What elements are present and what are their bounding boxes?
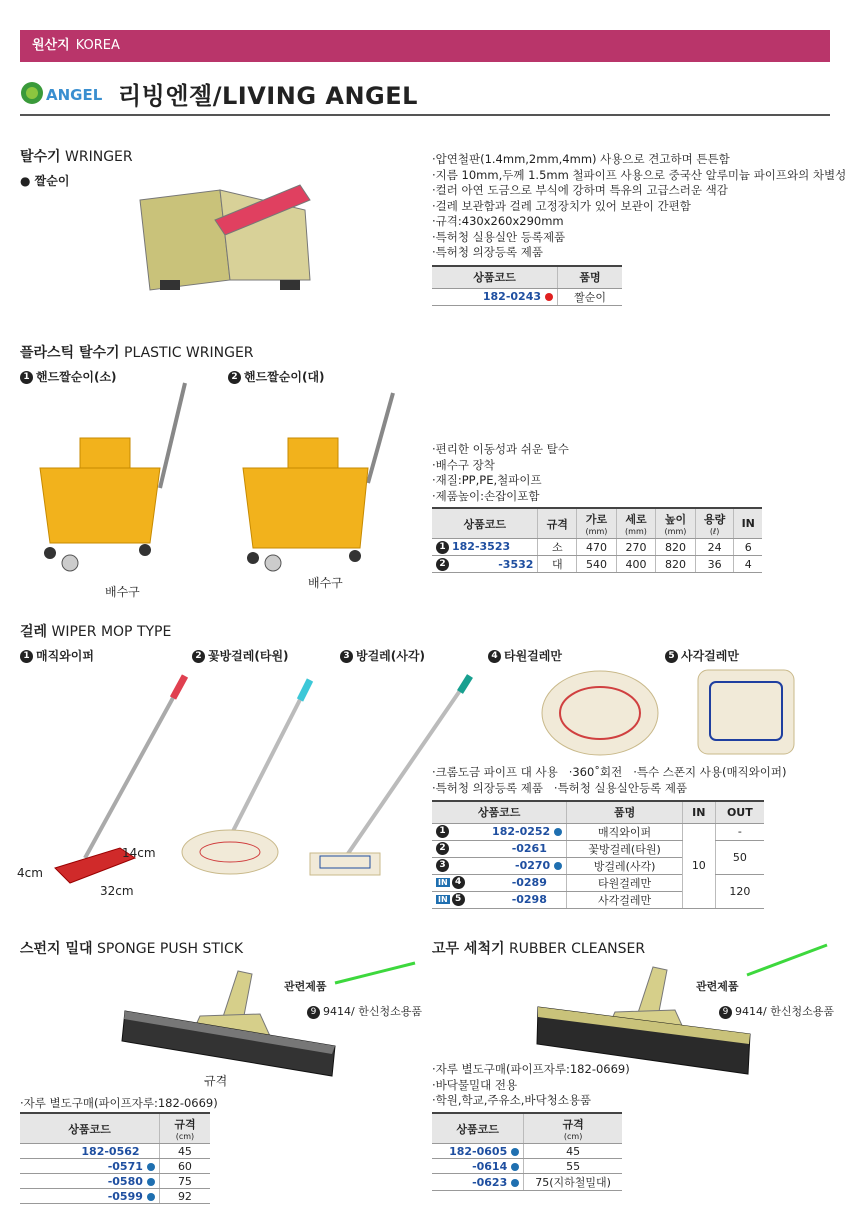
product-code: -0270 [515,859,551,872]
rubber-bullets [432,1062,630,1109]
col-header: 상품코드 [432,508,538,539]
mop-item-5: 5 사각걸레만 [665,647,739,664]
depth-cell: 270 [616,539,656,556]
table-row [20,1174,210,1189]
related-text: / 한신청소용품 [763,1005,834,1018]
mop-bullet: ·특수 스폰지 사용(매직와이퍼) [633,765,787,779]
table-row [432,539,762,556]
row-number: 1 [436,825,449,838]
table-row [20,1144,210,1159]
col-header: 세로 [625,513,647,526]
wringer-bullet: ·지름 10mm,두께 1.5mm 철파이프 사용으로 중국산 알루미늄 파이프와의 차별성 [432,167,847,182]
col-header: 품명 [558,266,622,288]
col-header: IN [734,508,762,539]
wringer-table [432,265,622,306]
rubber-table [432,1112,622,1191]
capacity-cell: 36 [695,556,734,573]
wringer-image [130,180,330,310]
size-cell: 75(지하철밀대) [524,1174,622,1191]
wringer-title-kr: 탈수기 [20,149,61,165]
sponge-related-ref: 9 9414/ 한신청소용품 [307,1003,422,1019]
width-cell: 470 [577,539,617,556]
product-code: -0298 [511,892,547,906]
product-code: -0571 [107,1159,143,1173]
square-mop-pad-image [696,668,796,756]
unit-label: (mm) [664,527,687,536]
row-number: 1 [436,541,449,554]
mop-table [432,800,764,909]
blue-dot-icon [147,1163,155,1171]
blue-dot-icon [554,862,562,870]
sponge-width-label: 규격 [204,1074,228,1088]
product-code: -0261 [511,842,547,855]
rubber-bullet: ·자루 별도구매(파이프자루:182-0669) [432,1062,630,1076]
table-row [432,556,762,573]
rubber-title-kr: 고무 세척기 [432,941,505,957]
product-name: 꽃방걸레(타원) [567,840,683,857]
mop-bullet: ·360˚회전 [568,765,623,779]
product-code: 182-0243 [482,290,542,303]
wringer-bullets [432,152,846,261]
col-header: 규격 [174,1118,196,1131]
col-header: 상품코드 [20,1113,159,1144]
product-code: -0289 [511,875,547,889]
table-row [432,1144,622,1159]
svg-text:ANGEL: ANGEL [46,86,103,104]
plastic-bullet: ·배수구 장착 [432,457,495,472]
table-row [20,1189,210,1204]
plastic-bullets [432,442,569,504]
height-cell: 820 [656,539,696,556]
rubber-section-title [432,938,645,958]
plastic-bullet: ·제품높이:손잡이포함 [432,488,540,503]
in-cell: 6 [734,539,762,556]
mop-title-en: WIPER MOP TYPE [51,624,172,640]
product-code: 182-0605 [449,1144,508,1158]
product-code: -0580 [107,1174,143,1188]
in-value: 10 [682,823,715,908]
brand-header [20,72,830,116]
plastic-item-2-label: 핸드짤순이(대) [244,370,325,384]
product-name: 타원걸레만 [567,874,683,891]
plastic-bullet: ·편리한 이동성과 쉬운 탈수 [432,442,569,456]
rubber-related-label: 관련제품 [696,980,739,993]
unit-label: (mm) [625,527,647,536]
product-name: 방걸레(사각) [567,857,683,874]
unit-label: (cm) [563,1132,583,1141]
sponge-related-label: 관련제품 [284,980,327,993]
plastic-title-kr: 플라스틱 탈수기 [20,345,120,361]
origin-value: KOREA [75,38,120,53]
wringer-bullet: ·특허청 의장등록 제품 [432,245,543,259]
oval-mop-image [180,672,320,882]
related-code: 9414 [323,1005,351,1018]
col-header: 규격 [562,1118,584,1131]
col-header: 용량 [703,513,726,526]
living-angel-logo [20,78,110,108]
mop-bullet: ·크롬도금 파이프 대 사용 [432,765,558,779]
row-number: 2 [436,558,449,571]
wringer-bullet: ·압연철판(1.4mm,2mm,4mm) 사용으로 견고하며 튼튼함 [432,152,730,166]
mop-item-label: 방걸레(사각) [356,649,425,663]
product-code: 182-0252 [492,825,551,838]
product-code: -0614 [472,1159,508,1173]
mop-item-label: 꽃방걸레(타원) [208,649,289,663]
blue-dot-icon [511,1179,519,1187]
row-number: 2 [436,842,449,855]
in-badge: IN [438,895,448,905]
product-code: -0623 [472,1175,508,1189]
wringer-bullet: ·특허청 실용실안 등록제품 [432,229,566,244]
mop-item-1: 1 매직와이퍼 [20,647,94,664]
product-code: 182-0562 [81,1144,140,1158]
related-code: 9414 [735,1005,763,1018]
col-header: 높이 [664,513,687,526]
dim-side: 4cm [17,866,43,880]
size-cell: 60 [159,1159,210,1174]
col-header: 품명 [567,801,683,823]
mop-item-3: 3 방걸레(사각) [340,647,425,664]
mop-section-title [20,621,171,641]
in-badge: IN [438,878,448,888]
unit-label: (cm) [175,1132,195,1141]
oval-mop-pad-image [540,668,660,758]
col-header: 가로 [585,513,608,526]
plastic-item-1-label: 핸드짤순이(소) [36,370,117,384]
rubber-bullet: ·바닥물밀대 전용 [432,1077,518,1092]
table-row [432,1174,622,1191]
depth-cell: 400 [616,556,656,573]
mop-item-4: 4 타원걸레만 [488,647,562,664]
capacity-cell: 24 [695,539,734,556]
product-name: 매직와이퍼 [567,823,683,840]
magic-wiper-image [40,668,200,893]
dim-width: 32cm [100,884,134,898]
brand-title: 리빙엔젤/LIVING ANGEL [118,82,418,110]
product-code: 182-3523 [452,540,511,554]
sponge-title-kr: 스펀지 밀대 [20,941,93,957]
size-cell: 소 [538,539,577,556]
table-row [432,874,764,891]
size-cell: 75 [159,1174,210,1189]
wringer-bullet: ·컬러 아연 도금으로 부식에 강하며 특유의 고급스러운 색감 [432,183,728,197]
out-value: - [715,823,764,840]
table-row [432,1159,622,1174]
mop-item-label: 매직와이퍼 [36,649,94,663]
width-cell: 540 [577,556,617,573]
origin-bar [20,30,830,62]
red-dot-icon [545,293,553,301]
plastic-section-title [20,342,254,362]
size-cell: 45 [159,1144,210,1159]
plastic-item-2: 2 핸드짤순이(대) [228,368,325,385]
dim-height: 14cm [122,846,156,860]
size-cell: 92 [159,1189,210,1204]
origin-label: 원산지 [32,38,70,53]
wringer-section-title [20,146,133,166]
col-header: 규격 [538,508,577,539]
size-cell: 45 [524,1144,622,1159]
col-header: OUT [715,801,764,823]
col-header: 상품코드 [432,266,558,288]
col-header: IN [682,801,715,823]
plastic-table [432,507,762,573]
blue-dot-icon [147,1178,155,1186]
mop-bullets [432,765,832,796]
blue-dot-icon [554,828,562,836]
blue-dot-icon [511,1163,519,1171]
mop-title-kr: 걸레 [20,624,48,640]
table-row [20,1159,210,1174]
drain-label-2: 배수구 [308,576,343,590]
related-stick-icon [330,958,420,988]
height-cell: 820 [656,556,696,573]
col-header: 상품코드 [432,1113,524,1144]
wringer-bullet: ·규격:430x260x290mm [432,214,564,228]
in-cell: 4 [734,556,762,573]
mop-bullet: ·특허청 의장등록 제품 [432,780,543,795]
plastic-item-1: 1 핸드짤순이(소) [20,368,117,385]
table-row [432,840,764,857]
wringer-title-en: WRINGER [65,149,133,165]
rubber-title-en: RUBBER CLEANSER [508,941,646,957]
unit-label: (ℓ) [709,527,720,536]
blue-dot-icon [511,1148,519,1156]
sponge-bullet: ·자루 별도구매(파이프자루:182-0669) [20,1096,218,1110]
sponge-table [20,1112,210,1204]
rubber-bullet: ·학원,학교,주유소,바닥청소용품 [432,1093,592,1107]
product-name: 사각걸레만 [567,891,683,908]
related-text: / 한신청소용품 [351,1005,422,1018]
small-bucket-image [30,378,200,578]
product-code: -0599 [107,1189,143,1203]
row-number: 5 [452,893,465,906]
rubber-related-ref: 9 9414/ 한신청소용품 [719,1003,834,1019]
product-code: -3532 [498,557,534,571]
row-number: 3 [436,859,449,872]
unit-label: (mm) [585,527,608,536]
blue-dot-icon [147,1193,155,1201]
large-bucket-image [238,388,408,578]
col-header: 상품코드 [432,801,567,823]
out-value: 120 [715,874,764,908]
wringer-item-label: ● 짤순이 [20,174,70,188]
plastic-bullet: ·재질:PP,PE,철파이프 [432,473,542,487]
drain-label-1: 배수구 [105,585,140,599]
mop-item-label: 타원걸레만 [504,649,562,663]
sponge-section-title [20,938,243,958]
out-value: 50 [715,840,764,874]
size-cell: 55 [524,1159,622,1174]
sponge-title-en: SPONGE PUSH STICK [96,941,243,957]
plastic-title-en: PLASTIC WRINGER [124,345,254,361]
table-row [432,288,622,305]
mop-item-2: 2 꽃방걸레(타원) [192,647,289,664]
size-cell: 대 [538,556,577,573]
product-name: 짤순이 [558,288,622,305]
related-stick-icon [742,940,832,980]
row-number: 4 [452,876,465,889]
wringer-bullet: ·걸레 보관함과 걸레 고정장치가 있어 보관이 간편함 [432,198,691,213]
mop-item-label: 사각걸레만 [681,649,739,663]
mop-bullet: ·특허청 실용실안등록 제품 [553,780,688,795]
table-row [432,823,764,840]
